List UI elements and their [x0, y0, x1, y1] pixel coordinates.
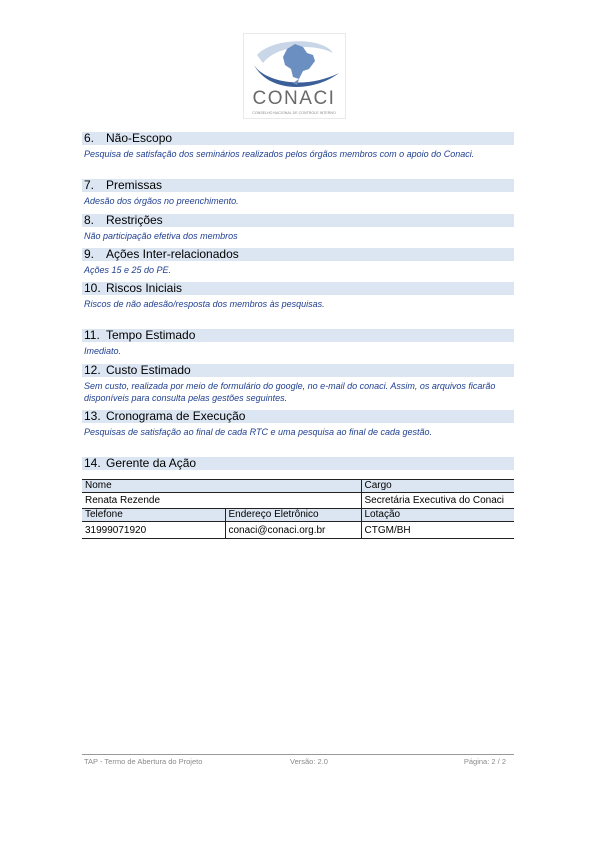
section-12-body: Sem custo, realizada por meio de formulário do google, no e-mail do conaci. Assim, os arquivos ficarão disponíveis para consulta pelas gestões seguintes. [84, 381, 496, 403]
name-header: Nome [82, 480, 361, 493]
logo-subtitle: CONSELHO NACIONAL DE CONTROLE INTERNO [252, 111, 336, 115]
section-7-body: Adesão dos órgãos no preenchimento. [84, 196, 239, 206]
footer-page-number: Página: 2 / 2 [463, 757, 506, 766]
phone-header: Telefone [82, 509, 225, 522]
section-9-body: Ações 15 e 25 do PE. [84, 265, 172, 275]
manager-table [82, 479, 514, 539]
section-7-title: 7. Premissas [82, 179, 514, 192]
manager-role: Secretária Executiva do Conaci [361, 492, 514, 509]
section-10-title: 10. Riscos Iniciais [82, 282, 514, 295]
section-6-body: Pesquisa de satisfação dos seminários realizados pelos órgãos membros com o apoio do Conaci. [84, 149, 475, 159]
section-10-body: Riscos de não adesão/resposta dos membros às pesquisas. [84, 299, 325, 309]
document-content [82, 132, 514, 539]
manager-location: CTGM/BH [361, 521, 514, 539]
table-row [82, 480, 514, 493]
manager-phone: 31999071920 [82, 521, 225, 539]
footer-doc-title: TAP - Termo de Abertura do Projeto [84, 757, 203, 766]
brazil-map-icon [243, 33, 346, 119]
footer-version: Versão: 2.0 [290, 757, 328, 766]
section-6-title: 6. Não-Escopo [82, 132, 514, 145]
email-header: Endereço Eletrônico [225, 509, 361, 522]
section-12-title: 12. Custo Estimado [82, 364, 514, 377]
page-footer [82, 754, 514, 766]
conaci-logo [243, 33, 346, 119]
section-14-title: 14. Gerente da Ação [82, 457, 514, 470]
section-11-body: Imediato. [84, 346, 122, 356]
manager-email: conaci@conaci.org.br [225, 521, 361, 539]
table-row [82, 492, 514, 509]
role-header: Cargo [361, 480, 514, 493]
location-header: Lotação [361, 509, 514, 522]
manager-name: Renata Rezende [82, 492, 361, 509]
logo-wordmark: CONACI [252, 88, 336, 109]
table-row [82, 509, 514, 522]
section-11-title: 11. Tempo Estimado [82, 329, 514, 342]
section-8-title: 8. Restrições [82, 214, 514, 227]
table-row [82, 521, 514, 539]
section-8-body: Não participação efetiva dos membros [84, 231, 238, 241]
section-9-title: 9. Ações Inter-relacionados [82, 248, 514, 261]
section-13-title: 13. Cronograma de Execução [82, 410, 514, 423]
section-13-body: Pesquisas de satisfação ao final de cada RTC e uma pesquisa ao final de cada gestão. [84, 427, 433, 437]
